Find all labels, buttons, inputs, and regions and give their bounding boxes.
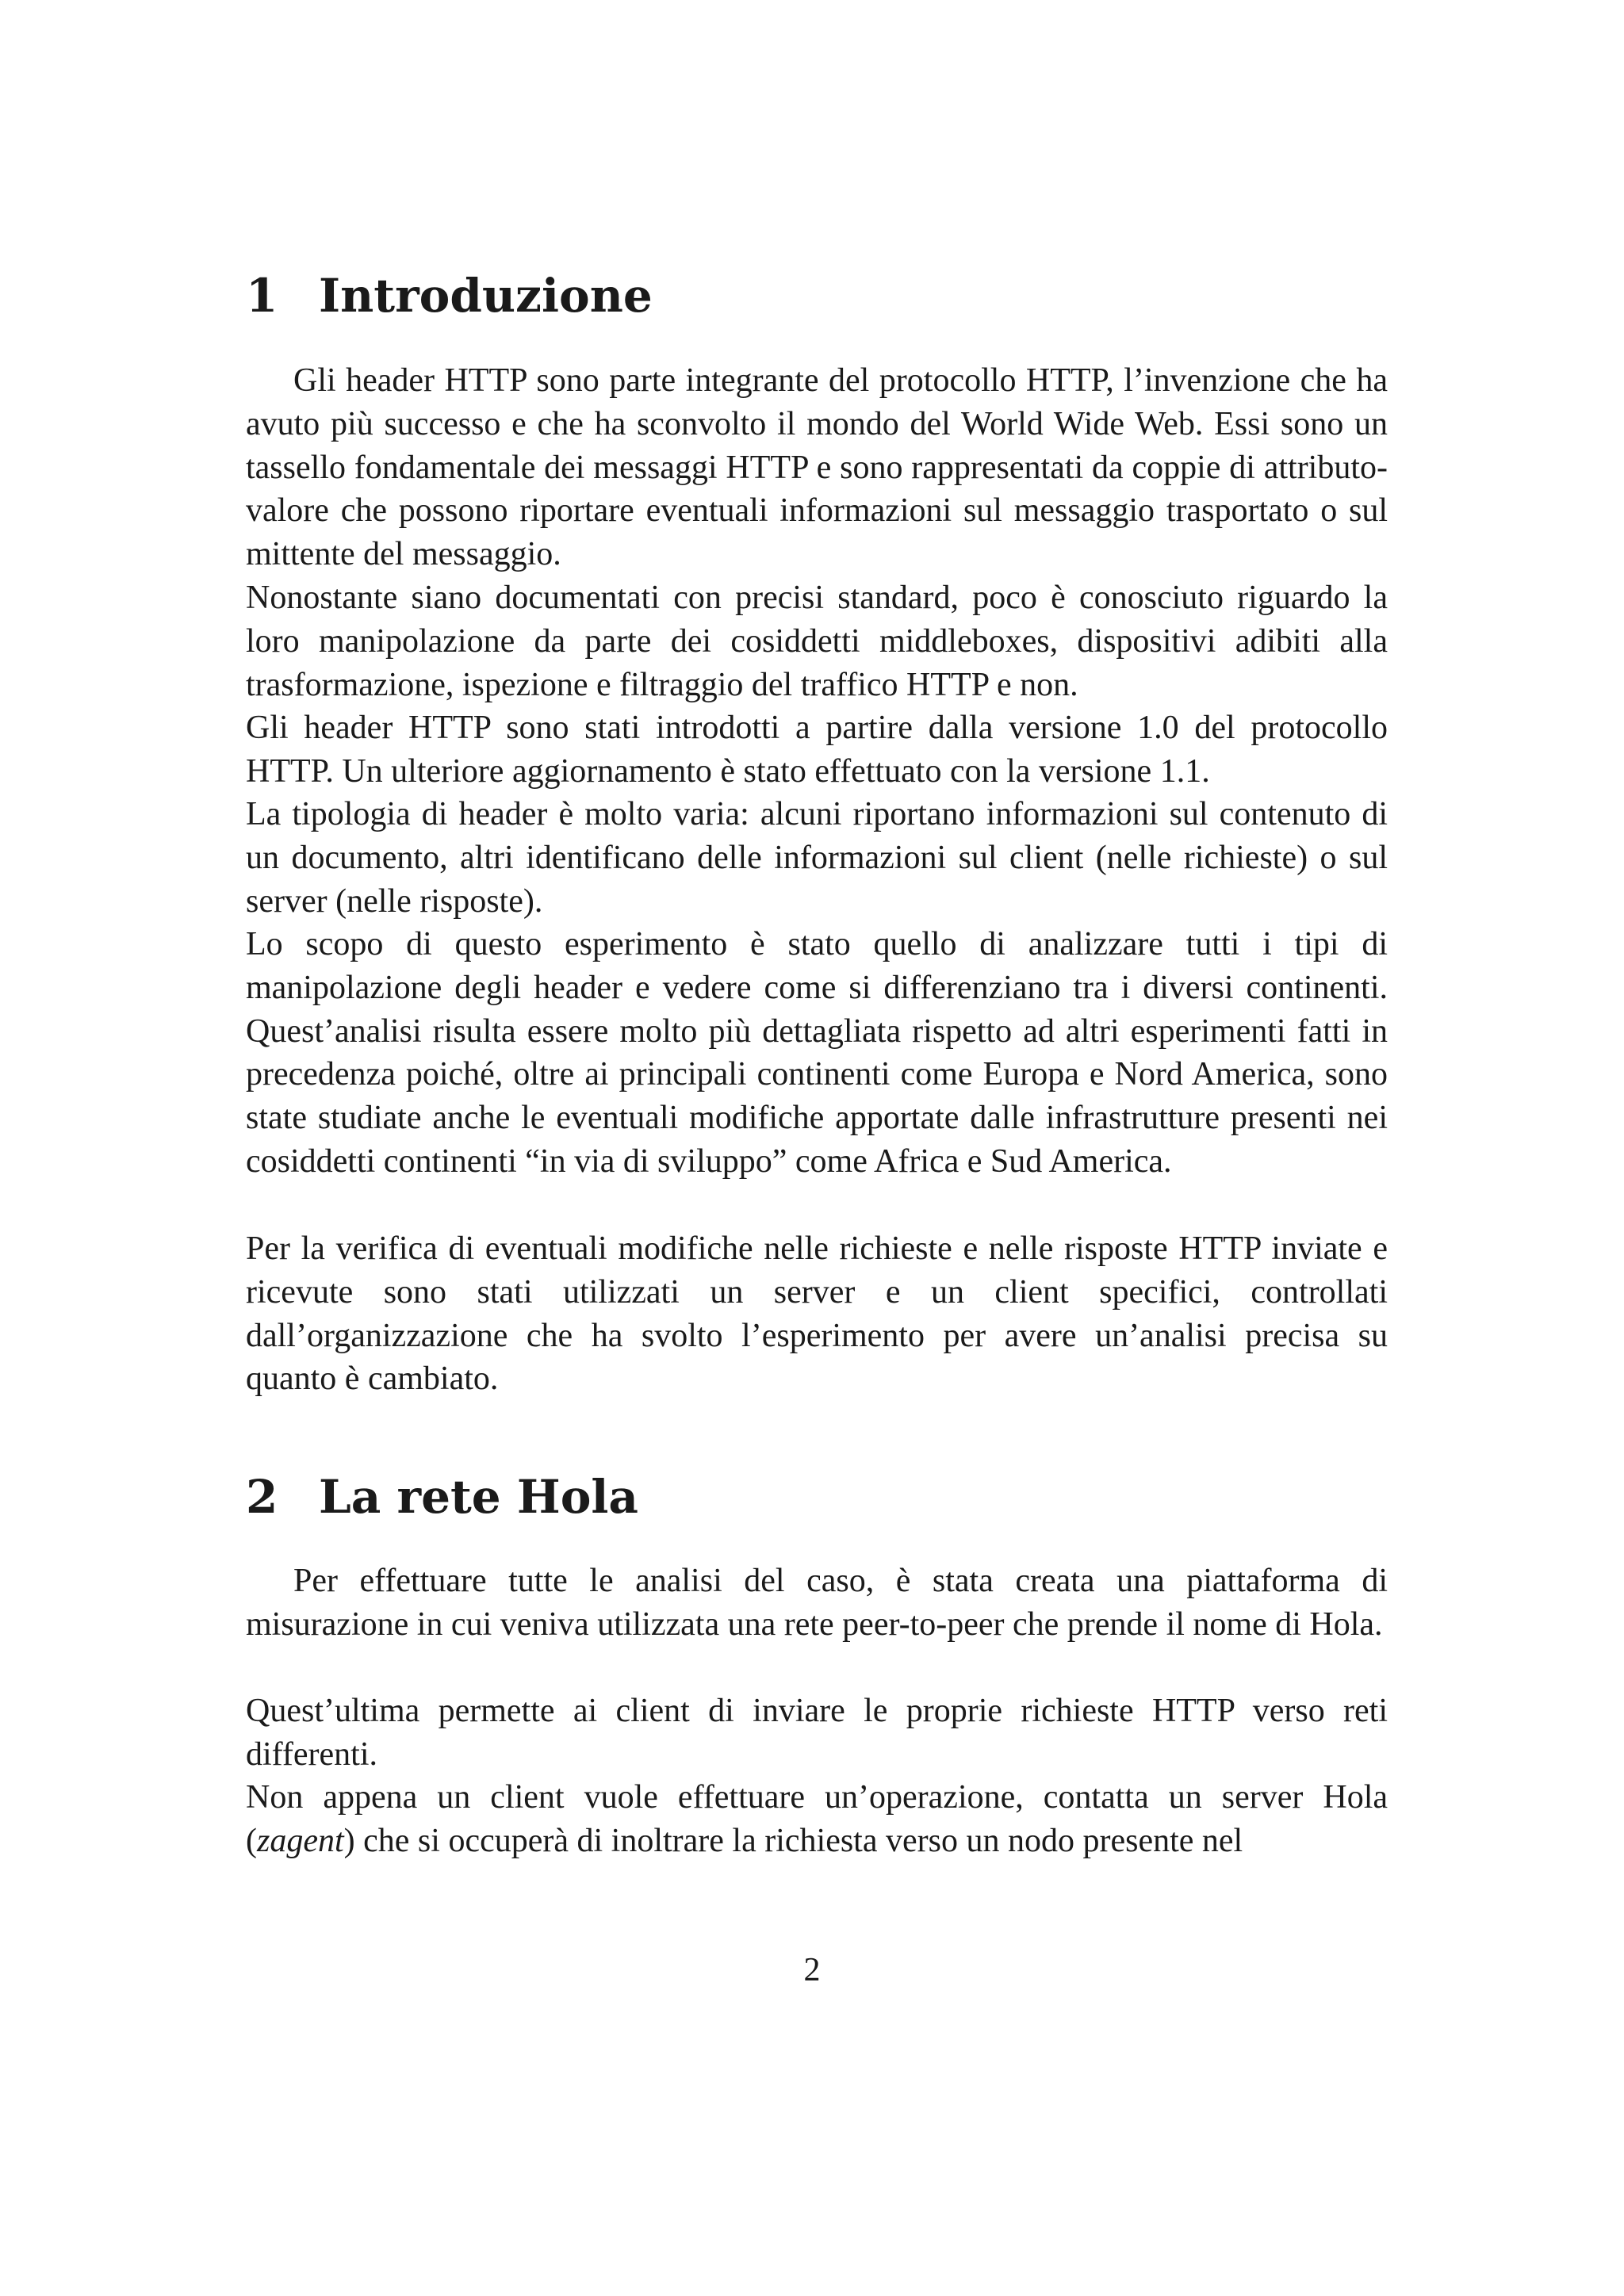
paragraph: La tipologia di header è molto varia: alcuni riportano informazioni sul contenuto di un documento, altri identificano delle informazioni sul client (nelle richieste) o sul server (nelle risposte). [246,796,1388,920]
paragraph: Quest’ultima permette ai client di inviare le proprie richieste HTTP verso reti differenti. [246,1693,1388,1773]
text-run: ) che si occuperà di inoltrare la richiesta verso un nodo presente nel [343,1822,1243,1859]
paragraph: Lo scopo di questo esperimento è stato quello di analizzare tutti i tipi di manipolazione degli header e vedere come si differenziano tra i diversi continenti. Quest’analisi risulta essere molto più dettagliata rispetto ad altri esperimenti fatti in precedenza poiché, oltre ai principali continenti come Europa e Nord America, sono state studiate anche le eventuali modifiche apportate dalle infrastrutture presenti nei cosiddetti continenti “in via di sviluppo” come Africa e Sud America. [246,926,1388,1180]
text-run: Non appena un client vuole effettuare un’operazione, contatta un server Hola ( [246,1779,1388,1859]
paragraph-last [246,1776,1388,1863]
section-title: La rete Hola [319,1470,638,1524]
paragraph: Gli header HTTP sono parte integrante del protocollo HTTP, l’invenzione che ha avuto più successo e che ha sconvolto il mondo del World Wide Web. Essi sono un tassello fondamentale dei messaggi HTTP e sono rappresentati da coppie di attributo-valore che possono riportare eventuali informazioni sul messaggio trasportato o sul mittente del messaggio. [246,362,1388,573]
section-heading-la-rete-hola [246,1469,638,1525]
paragraph: Gli header HTTP sono stati introdotti a partire dalla versione 1.0 del protocollo HTTP. Un ulteriore aggiornamento è stato effettuato con la versione 1.1. [246,710,1388,790]
section-number: 1 [246,269,278,323]
italic-term-zagent: zagent [257,1822,344,1859]
section-title: Introduzione [319,269,653,323]
page-number: 2 [803,1952,821,1988]
paragraph: Nonostante siano documentati con precisi standard, poco è conosciuto riguardo la loro manipolazione da parte dei cosiddetti middleboxes, dispositivi adibiti alla trasformazione, ispezione e filtraggio del traffico HTTP e non. [246,580,1388,703]
paragraph: Per la verifica di eventuali modifiche nelle richieste e nelle risposte HTTP inviate e ricevute sono stati utilizzati un server e un client specifici, controllati dall’organizzazione che ha svolto l’esperimento per avere un’analisi precisa su quanto è cambiato. [246,1230,1388,1398]
paragraph: Per effettuare tutte le analisi del caso, è stata creata una piattaforma di misurazione in cui veniva utilizzata una rete peer-to-peer che prende il nome di Hola. [246,1563,1388,1643]
section-number: 2 [246,1470,278,1524]
section-heading-introduzione [246,268,653,323]
